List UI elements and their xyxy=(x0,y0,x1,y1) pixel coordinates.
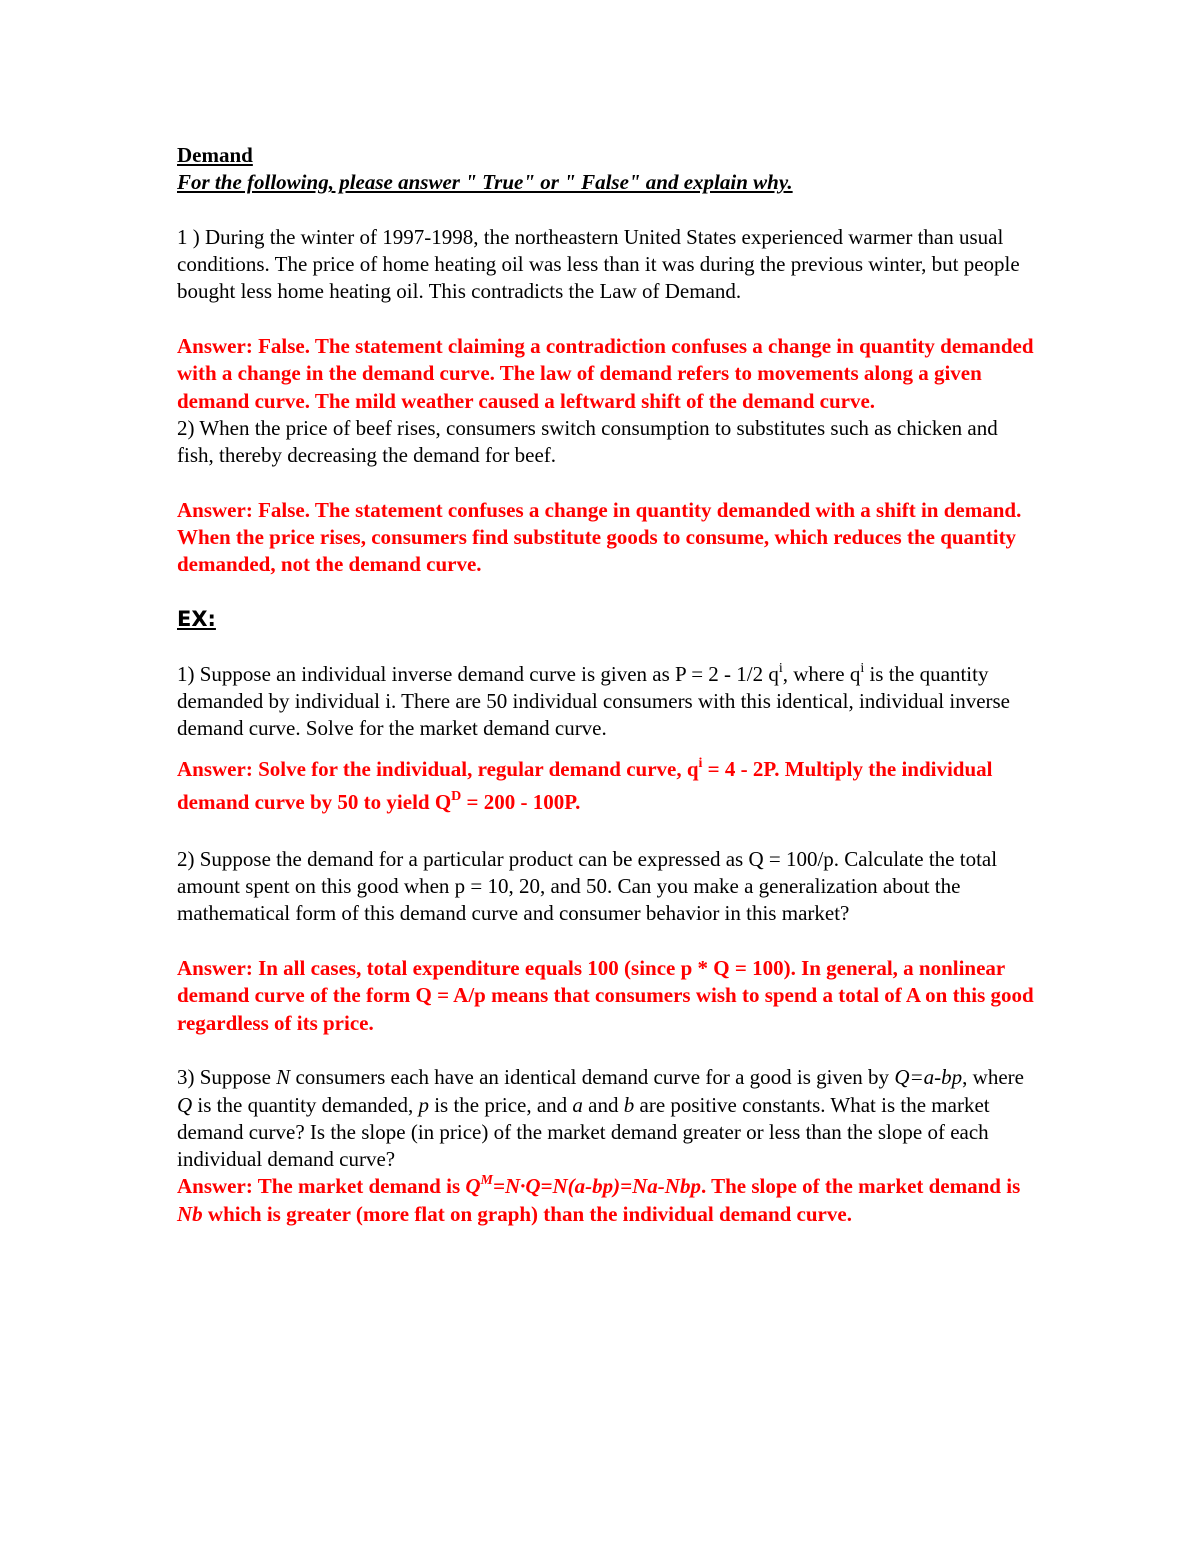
ex3-answer-var: Nb xyxy=(177,1201,203,1226)
ex3-text: consumers each have an identical demand curve for a good is given by xyxy=(290,1065,895,1090)
ex3-answer-superscript: M xyxy=(480,1173,493,1189)
ex3-answer-var: Q xyxy=(465,1174,481,1199)
ex3-var: a xyxy=(572,1092,583,1117)
ex3-answer xyxy=(177,1173,1037,1228)
ex3-text: is the price, and xyxy=(428,1092,573,1117)
ex3-text: is the quantity demanded, xyxy=(192,1092,419,1117)
ex3-var: Q=a-bp xyxy=(894,1065,963,1090)
ex2-answer: Answer: In all cases, total expenditure equals 100 (since p * Q = 100). In general, a nonlinear demand curve of the form Q = A/p means that consumers wish to spend a total of A on this good regardless of its price. xyxy=(177,956,1034,1035)
ex3-text: , where xyxy=(962,1065,1024,1090)
ex3-text: 3) Suppose xyxy=(177,1065,277,1090)
instructions: For the following, please answer " True" or " False" and explain why. xyxy=(177,170,793,195)
ex1-answer-text: Answer: Solve for the individual, regular demand curve, q xyxy=(177,756,699,781)
ex3-text: and xyxy=(582,1092,624,1117)
ex3-question xyxy=(177,1064,1037,1173)
ex3-answer-text: which is greater (more flat on graph) than the individual demand curve. xyxy=(202,1201,852,1226)
ex-label: EX: xyxy=(177,607,216,632)
tf-answer-2: Answer: False. The statement confuses a change in quantity demanded with a shift in demand. When the price rises, consumers find substitute goods to consume, which reduces the quantity demanded, not the demand curve. xyxy=(177,497,1022,577)
tf-question-2: 2) When the price of beef rises, consumers switch consumption to substitutes such as chicken and fish, thereby decreasing the demand for beef. xyxy=(177,415,998,468)
ex1-answer xyxy=(177,753,1037,819)
ex3-var: p xyxy=(418,1092,429,1117)
ex1-superscript: i xyxy=(778,660,783,676)
document-heading: Demand xyxy=(177,143,253,167)
ex1-superscript: i xyxy=(860,660,865,676)
ex1-superscript: D xyxy=(451,788,462,804)
tf-answer-1: Answer: False. The statement claiming a contradiction confuses a change in quantity demanded with a change in the demand curve. The law of demand refers to movements along a given demand curve. The mild weather caused a leftward shift of the demand curve. xyxy=(177,334,1034,413)
ex3-text: are positive constants. What is the market demand curve? Is the slope (in price) of the market demand greater or less than the slope of each individual demand curve? xyxy=(177,1092,990,1172)
ex1-question-text: is the quantity demanded by individual i. There are 50 individual consumers with this identical, individual inverse demand curve. Solve for the market demand curve. xyxy=(177,661,1011,741)
ex1-superscript: i xyxy=(698,755,703,771)
ex2-question: 2) Suppose the demand for a particular product can be expressed as Q = 100/p. Calculate the total amount spent on this good when p = 10, 20, and 50. Can you make a generalization about the mathematical form of this demand curve and consumer behavior in this market? xyxy=(177,846,998,926)
ex1-question-text: 1) Suppose an individual inverse demand curve is given as P = 2 - 1/2 q xyxy=(177,661,779,686)
ex3-var: N xyxy=(276,1065,291,1090)
document-body xyxy=(177,142,1037,1228)
tf-question-1: 1 ) During the winter of 1997-1998, the northeastern United States experienced warmer than usual conditions. The price of home heating oil was less than it was during the previous winter, but people bought less home heating oil. This contradicts the Law of Demand. xyxy=(177,224,1020,304)
ex3-var: b xyxy=(623,1092,635,1117)
ex1-answer-text: = 200 - 100P. xyxy=(461,789,581,814)
ex3-var: Q xyxy=(177,1092,193,1117)
ex1-question xyxy=(177,661,1037,743)
ex3-answer-text: . The slope of the market demand is xyxy=(700,1174,1021,1199)
ex3-answer-var: =N·Q=N(a-bp)=Na-Nbp xyxy=(493,1174,701,1199)
ex1-answer-text: = 4 - 2P. Multiply the individual demand curve by 50 to yield Q xyxy=(177,756,993,814)
ex3-answer-text: Answer: The market demand is xyxy=(177,1174,466,1199)
ex1-question-text: , where q xyxy=(782,661,861,686)
